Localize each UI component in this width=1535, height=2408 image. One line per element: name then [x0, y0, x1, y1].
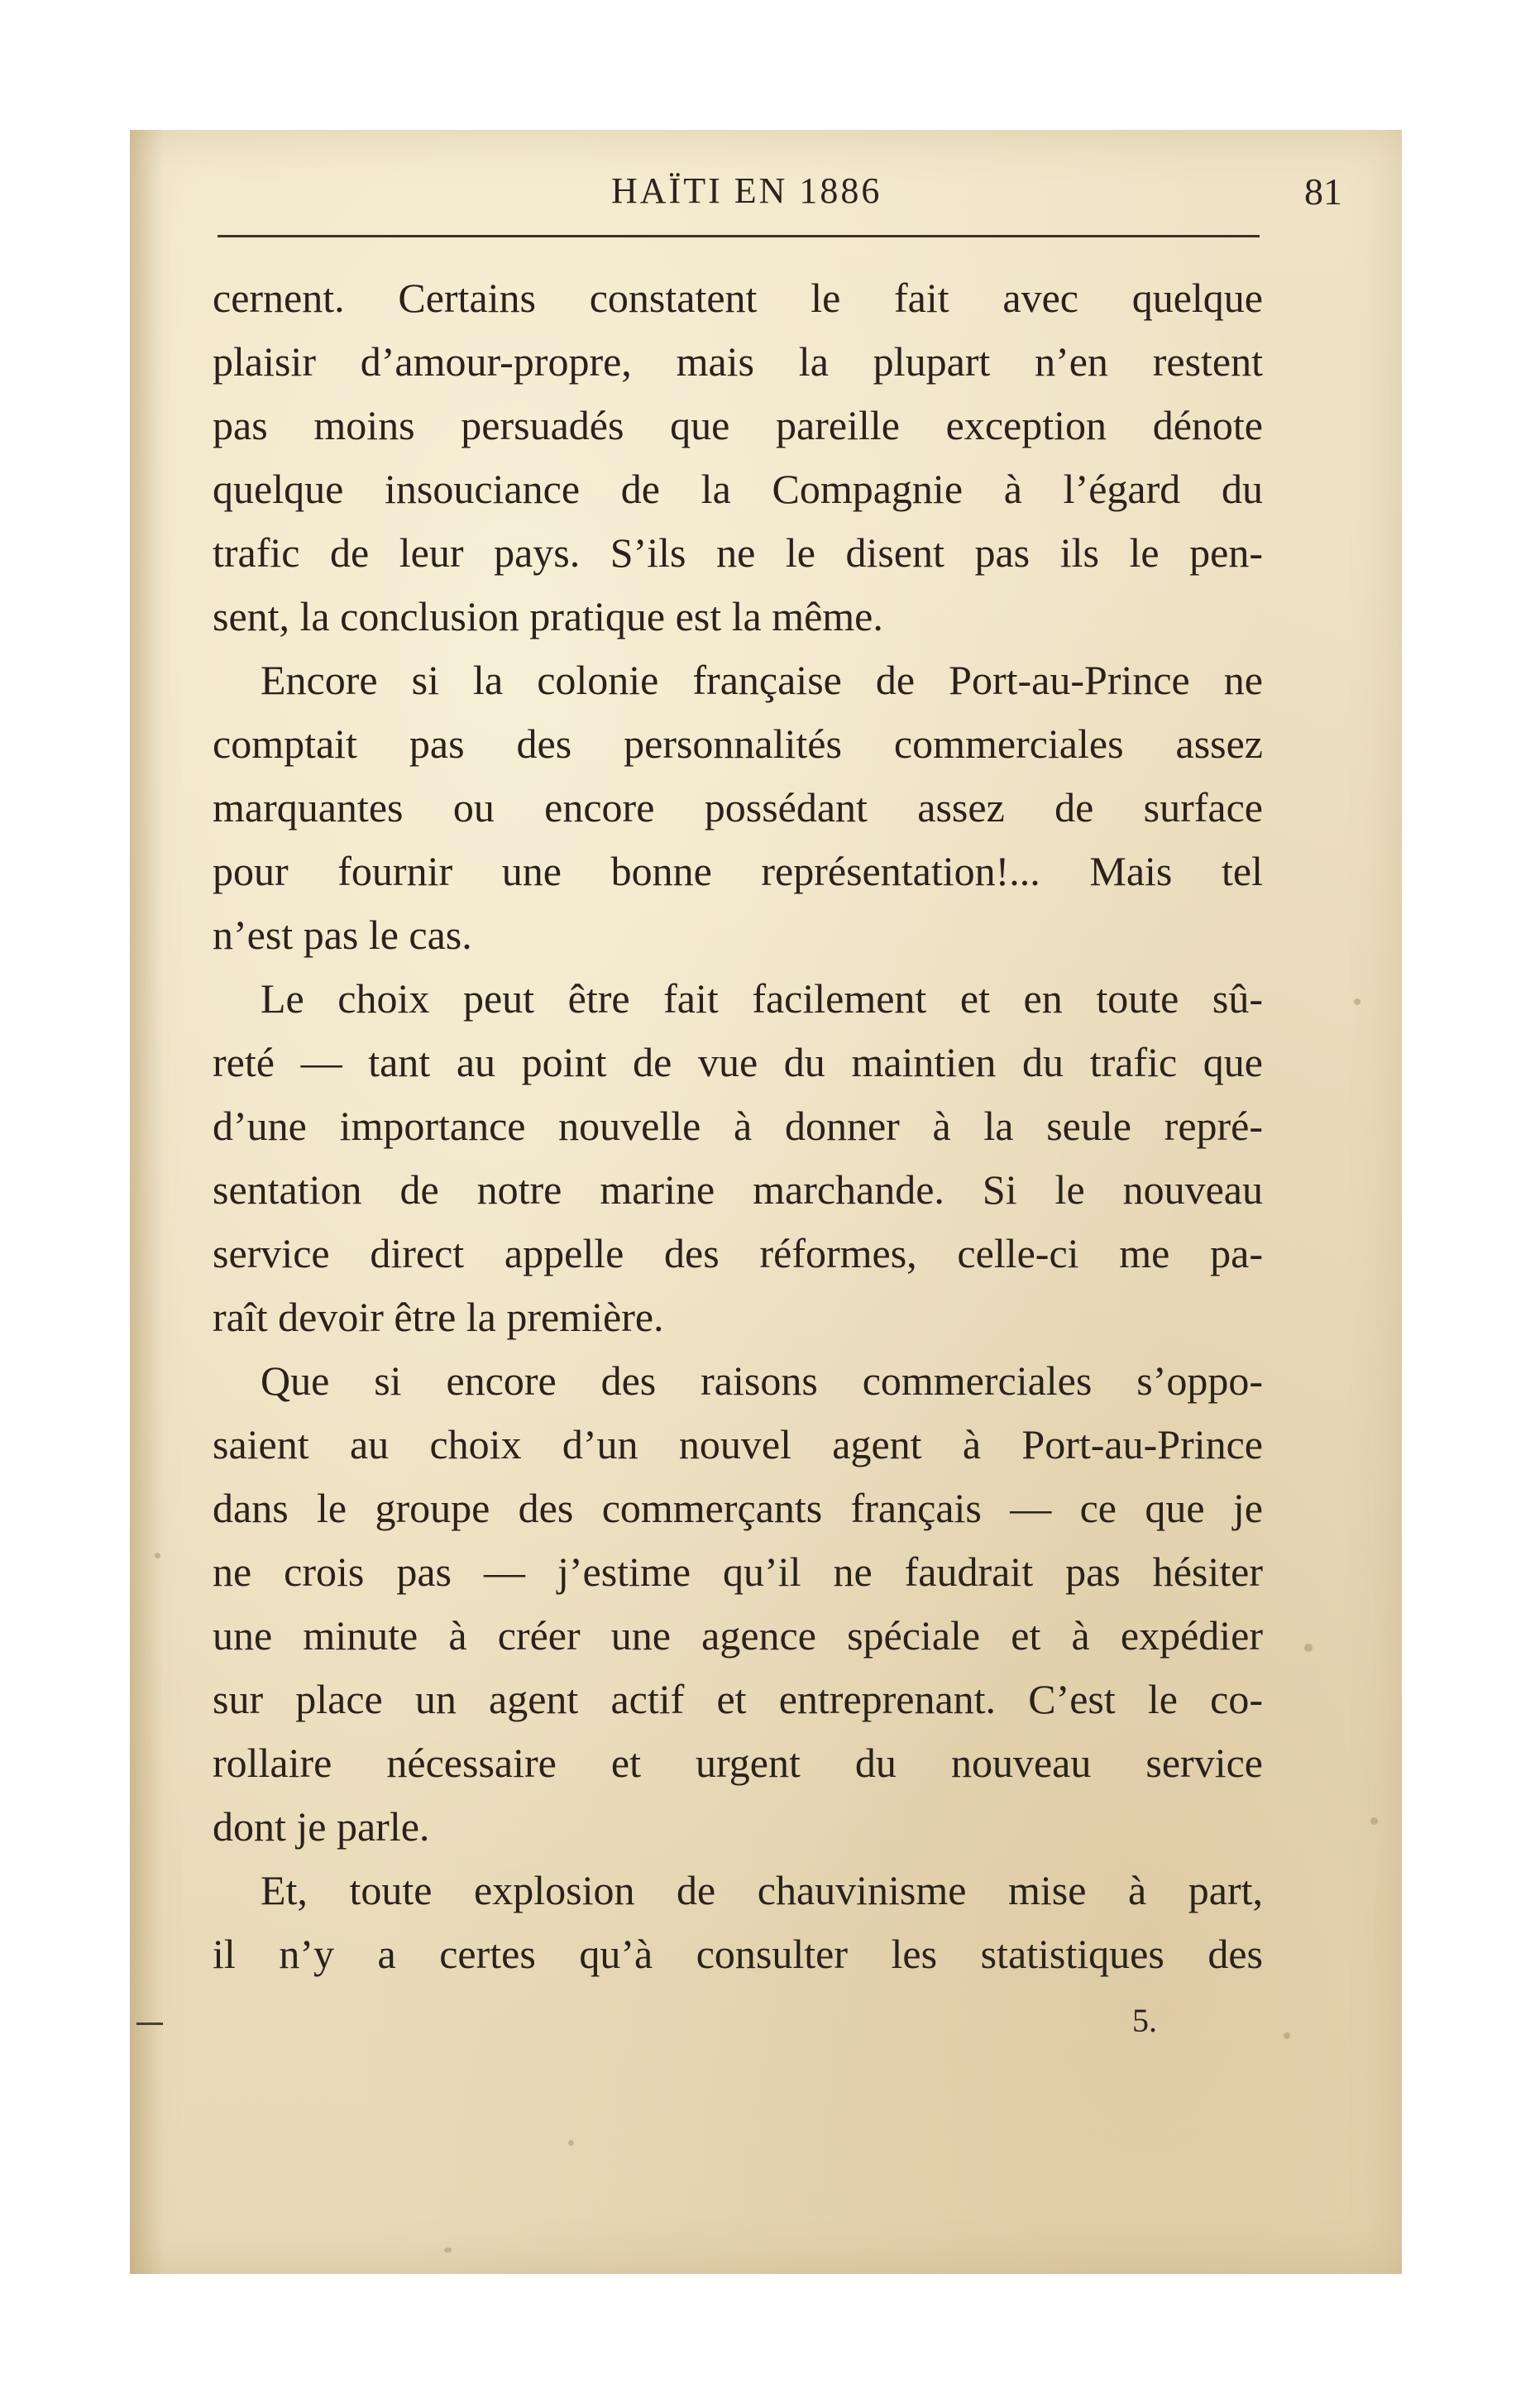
text-line: sentation de notre marine marchande. Si le nouveau	[213, 1166, 1263, 1213]
text-line: pour fournir une bonne représentation!... Mais tel	[213, 848, 1263, 894]
text-line: reté — tant au point de vue du maintien du trafic que	[213, 1039, 1263, 1085]
paper-speck	[1370, 1817, 1378, 1825]
body-text	[213, 266, 1263, 1986]
text-line: n’est pas le cas.	[213, 912, 472, 958]
text-line: ne crois pas — j’estime qu’il ne faudrait pas hésiter	[213, 1549, 1263, 1595]
text-line: rollaire nécessaire et urgent du nouveau service	[213, 1740, 1263, 1786]
text-line: Et, toute explosion de chauvinisme mise à part,	[261, 1867, 1263, 1913]
text-line: sur place un agent actif et entreprenant. C’est le co-	[213, 1676, 1263, 1722]
paper-speck	[1284, 2032, 1290, 2039]
text-line: Que si encore des raisons commerciales s’oppo-	[261, 1357, 1263, 1404]
paper-speck	[155, 1553, 160, 1558]
running-head	[130, 170, 1402, 219]
text-line: une minute à créer une agence spéciale et à expédier	[213, 1612, 1263, 1659]
paper-speck	[1304, 1644, 1313, 1652]
paper-speck	[1354, 998, 1360, 1005]
text-line: saient au choix d’un nouvel agent à Port-au-Prince	[213, 1421, 1263, 1467]
header-rule	[218, 235, 1260, 237]
text-line: il n’y a certes qu’à consulter les statistiques des	[213, 1931, 1263, 1977]
text-line: plaisir d’amour-propre, mais la plupart n’en restent	[213, 338, 1263, 385]
margin-dash	[136, 2023, 163, 2025]
text-line: quelque insouciance de la Compagnie à l’égard du	[213, 466, 1263, 512]
text-line: dans le groupe des commerçants français — ce que je	[213, 1485, 1263, 1531]
paper-speck	[444, 2248, 452, 2252]
text-line: service direct appelle des réformes, celle-ci me pa-	[213, 1230, 1263, 1276]
text-line: trafic de leur pays. S’ils ne le disent pas ils le pen-	[213, 529, 1263, 576]
text-line: marquantes ou encore possédant assez de surface	[213, 784, 1263, 831]
signature-mark: 5.	[1132, 2002, 1157, 2039]
text-line: Le choix peut être fait facilement et en toute sû-	[261, 975, 1263, 1022]
text-line: d’une importance nouvelle à donner à la seule repré-	[213, 1103, 1263, 1149]
text-line: Encore si la colonie française de Port-au-Prince ne	[261, 657, 1263, 703]
page-number: 81	[1304, 170, 1342, 213]
running-title: HAÏTI EN 1886	[611, 170, 882, 211]
text-line: raît devoir être la première.	[213, 1294, 664, 1340]
text-line: cernent. Certains constatent le fait avec quelque	[213, 275, 1263, 321]
text-line: dont je parle.	[213, 1803, 430, 1850]
book-page	[130, 130, 1402, 2274]
paper-speck	[568, 2140, 574, 2146]
text-line: comptait pas des personnalités commerciales assez	[213, 720, 1263, 767]
text-line: pas moins persuadés que pareille exception dénote	[213, 402, 1263, 448]
text-line: sent, la conclusion pratique est la même.	[213, 593, 883, 639]
